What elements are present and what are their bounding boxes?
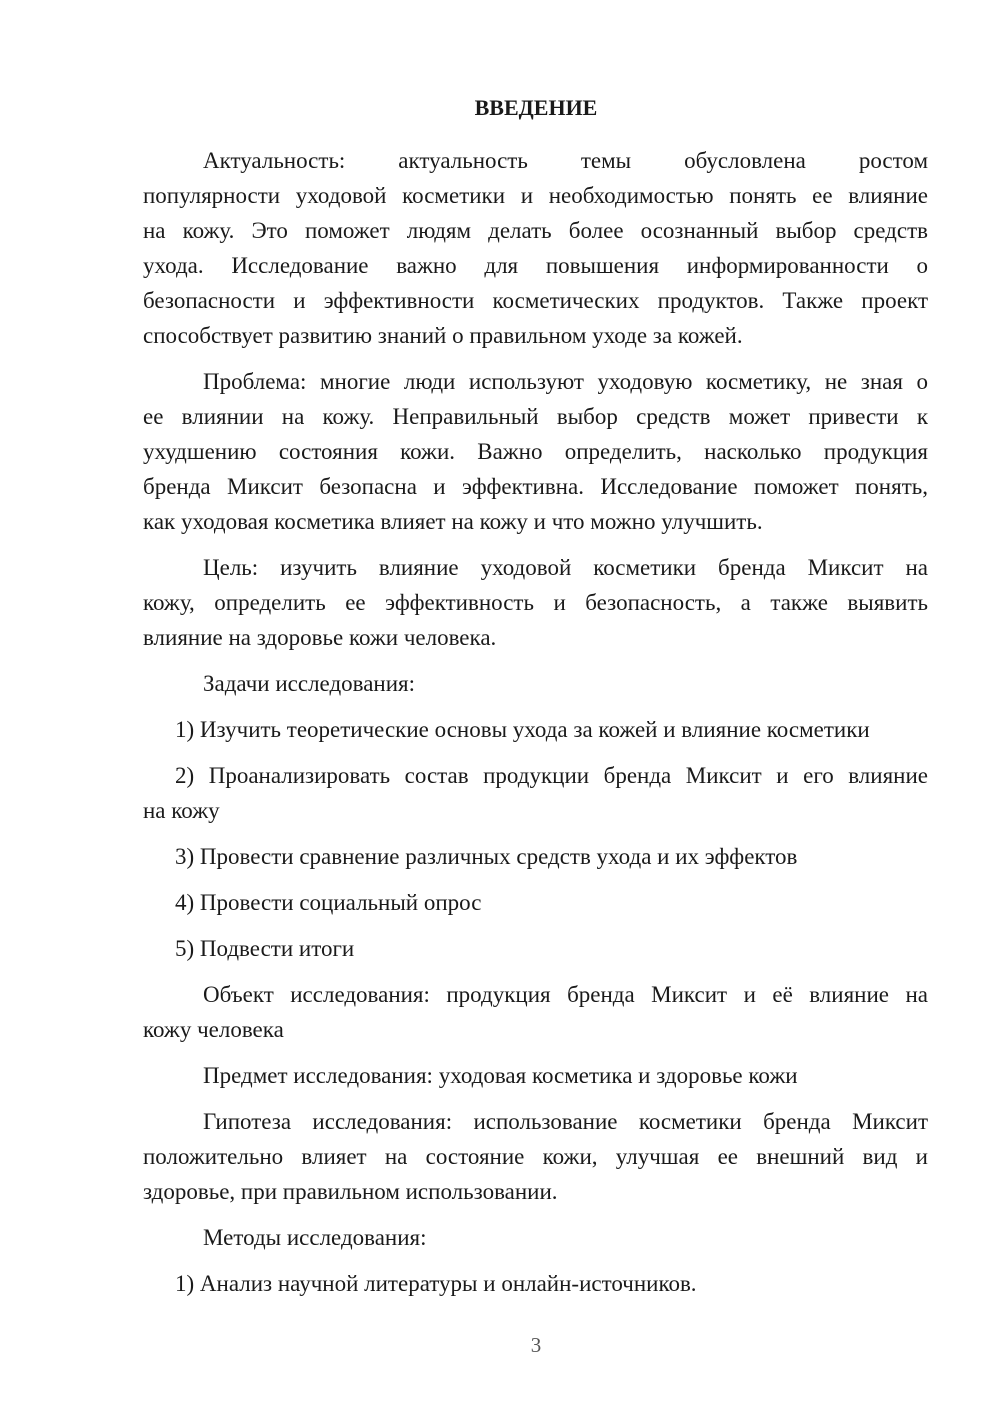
- text-line: 2) Проанализировать состав продукции бренда Миксит и его влияние: [175, 763, 928, 788]
- paragraph: [143, 143, 928, 353]
- document-body: [143, 143, 928, 1312]
- text-line: влияние на здоровье кожи человека.: [143, 625, 497, 650]
- text-line: Предмет исследования: уходовая косметика и здоровье кожи: [203, 1063, 798, 1088]
- text-line: кожу человека: [143, 1017, 284, 1042]
- list-item: [143, 1266, 928, 1301]
- text-line: 5) Подвести итоги: [175, 936, 355, 961]
- paragraph: [143, 550, 928, 655]
- list-item: [143, 931, 928, 966]
- list-item: [143, 839, 928, 874]
- list-item: [143, 712, 928, 747]
- paragraph: [143, 1104, 928, 1209]
- text-line: Гипотеза исследования: использование косметики бренда Миксит: [203, 1109, 928, 1134]
- page-title: ВВЕДЕНИЕ: [474, 95, 598, 120]
- page-number: 3: [530, 1333, 542, 1357]
- text-line: популярности уходовой косметики и необходимостью понять ее влияние: [143, 183, 928, 208]
- text-line: 4) Провести социальный опрос: [175, 890, 482, 915]
- text-line: 3) Провести сравнение различных средств ухода и их эффектов: [175, 844, 798, 869]
- text-line: ее влиянии на кожу. Неправильный выбор средств может привести к: [143, 404, 928, 429]
- text-line: Проблема: многие люди используют уходовую косметику, не зная о: [203, 369, 928, 394]
- text-line: 1) Изучить теоретические основы ухода за кожей и влияние косметики: [175, 717, 870, 742]
- text-line: положительно влияет на состояние кожи, улучшая ее внешний вид и: [143, 1144, 928, 1169]
- text-line: кожу, определить ее эффективность и безопасность, а также выявить: [143, 590, 928, 615]
- list-item: [143, 885, 928, 920]
- text-line: Цель: изучить влияние уходовой косметики бренда Миксит на: [203, 555, 928, 580]
- paragraph: [143, 364, 928, 539]
- text-line: как уходовая косметика влияет на кожу и что можно улучшить.: [143, 509, 763, 534]
- text-line: Объект исследования: продукция бренда Миксит и её влияние на: [203, 982, 928, 1007]
- text-line: ухудшению состояния кожи. Важно определить, насколько продукция: [143, 439, 928, 464]
- paragraph: [143, 666, 928, 701]
- text-line: Методы исследования:: [203, 1225, 427, 1250]
- text-line: бренда Миксит безопасна и эффективна. Исследование поможет понять,: [143, 474, 928, 499]
- text-line: Задачи исследования:: [203, 671, 416, 696]
- text-line: ухода. Исследование важно для повышения информированности о: [143, 253, 928, 278]
- text-line: на кожу. Это поможет людям делать более осознанный выбор средств: [143, 218, 928, 243]
- paragraph: [143, 1220, 928, 1255]
- paragraph: [143, 977, 928, 1047]
- text-line: Актуальность: актуальность темы обусловлена ростом: [203, 148, 928, 173]
- text-line: 1) Анализ научной литературы и онлайн-источников.: [175, 1271, 697, 1296]
- paragraph: [143, 1058, 928, 1093]
- text-line: безопасности и эффективности косметических продуктов. Также проект: [143, 288, 928, 313]
- text-line: на кожу: [143, 798, 220, 823]
- text-line: здоровье, при правильном использовании.: [143, 1179, 558, 1204]
- list-item: [143, 758, 928, 828]
- text-line: способствует развитию знаний о правильном уходе за кожей.: [143, 323, 743, 348]
